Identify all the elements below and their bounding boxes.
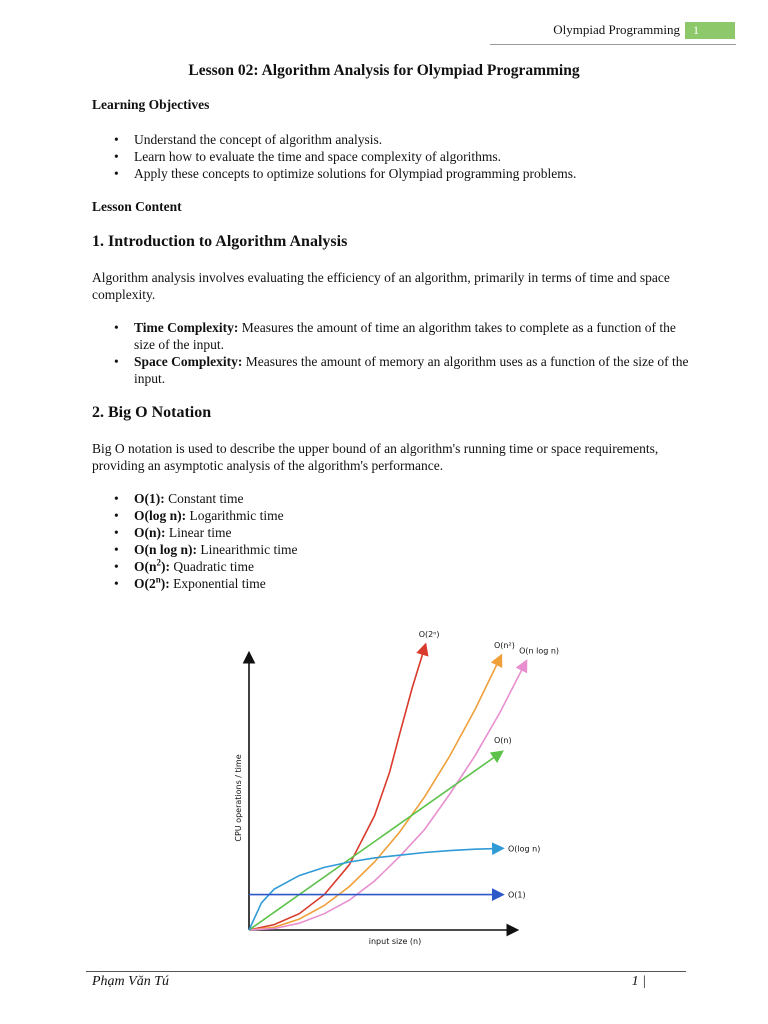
list-item: • O(log n): Logarithmic time (92, 507, 692, 524)
header-title: Olympiad Programming (553, 22, 680, 37)
series-label-o-log-n: O(log n) (508, 844, 541, 854)
list-item: • O(2$^n$): Exponential time (92, 575, 692, 592)
series-label-o-n: O(n²) (494, 641, 515, 650)
series-line-o-n (249, 753, 500, 930)
series-line-o-log-n (249, 848, 500, 930)
page-badge: 1 (685, 22, 735, 39)
term: Time Complexity: (134, 320, 239, 335)
term: O(2$^n$): (134, 574, 170, 591)
section2-heading: 2. Big O Notation (92, 404, 212, 421)
term: Space Complexity: (134, 354, 243, 369)
term: O(n): (134, 525, 166, 540)
list-item: • Learn how to evaluate the time and space complexity of algorithms. (92, 148, 692, 165)
notation-list (92, 490, 692, 592)
series-label-o-1: O(1) (508, 890, 526, 900)
chart-svg (220, 628, 560, 950)
objectives-heading: Learning Objectives (92, 97, 210, 112)
series-label-o-n: O(n) (494, 736, 512, 746)
term: O(1): (134, 491, 165, 506)
list-item: • O(1): Constant time (92, 490, 692, 507)
series-line-o-n-log-n (249, 663, 525, 930)
series-label-o-2: O(2ⁿ) (418, 630, 440, 640)
list-item: • O(n): Linear time (92, 524, 692, 541)
section2-paragraph: Big O notation is used to describe the upper bound of an algorithm's running time or space requirements, providing an asymptotic analysis of the algorithm's performance. (92, 441, 659, 473)
list-item: • $O(n^2)$: Quadratic time (92, 558, 692, 575)
section1-paragraph: Algorithm analysis involves evaluating the efficiency of an algorithm, primarily in terms of time and space complexity. (92, 270, 670, 302)
footer-divider (86, 971, 686, 972)
list-item: • Understand the concept of algorithm analysis. (92, 131, 692, 148)
series-line-o-2 (249, 647, 425, 930)
series-label-o-n-log-n: O(n log n) (519, 646, 560, 656)
list-item (92, 353, 692, 387)
term: O(log n): (134, 508, 187, 523)
lesson-content-heading: Lesson Content (92, 199, 182, 214)
list-item (92, 319, 692, 353)
footer-author: Phạm Văn Tú (92, 974, 169, 989)
footer-page-number: 1 | (631, 974, 646, 989)
complexity-chart (220, 628, 560, 950)
list-item: • Apply these concepts to optimize solutions for Olympiad programming problems. (92, 165, 692, 182)
list-item: • O(n log n): Linearithmic time (92, 541, 692, 558)
series-line-o-n (249, 658, 500, 930)
y-axis-label: CPU operations / time (234, 754, 243, 842)
complexity-list (92, 319, 692, 387)
term: $O(n^2)$: (134, 557, 171, 574)
document-title: Lesson 02: Algorithm Analysis for Olympiad Programming (188, 62, 580, 79)
objectives-list (92, 131, 692, 182)
x-axis-label: input size (n) (368, 937, 422, 946)
header-divider (490, 44, 736, 45)
definition: Measures the amount of time an algorithm takes to complete as a function of the size of the input. (134, 320, 676, 352)
definition: Measures the amount of memory an algorithm uses as a function of the size of the input. (134, 354, 689, 386)
section1-heading: 1. Introduction to Algorithm Analysis (92, 233, 348, 250)
term: O(n log n): (134, 542, 198, 557)
